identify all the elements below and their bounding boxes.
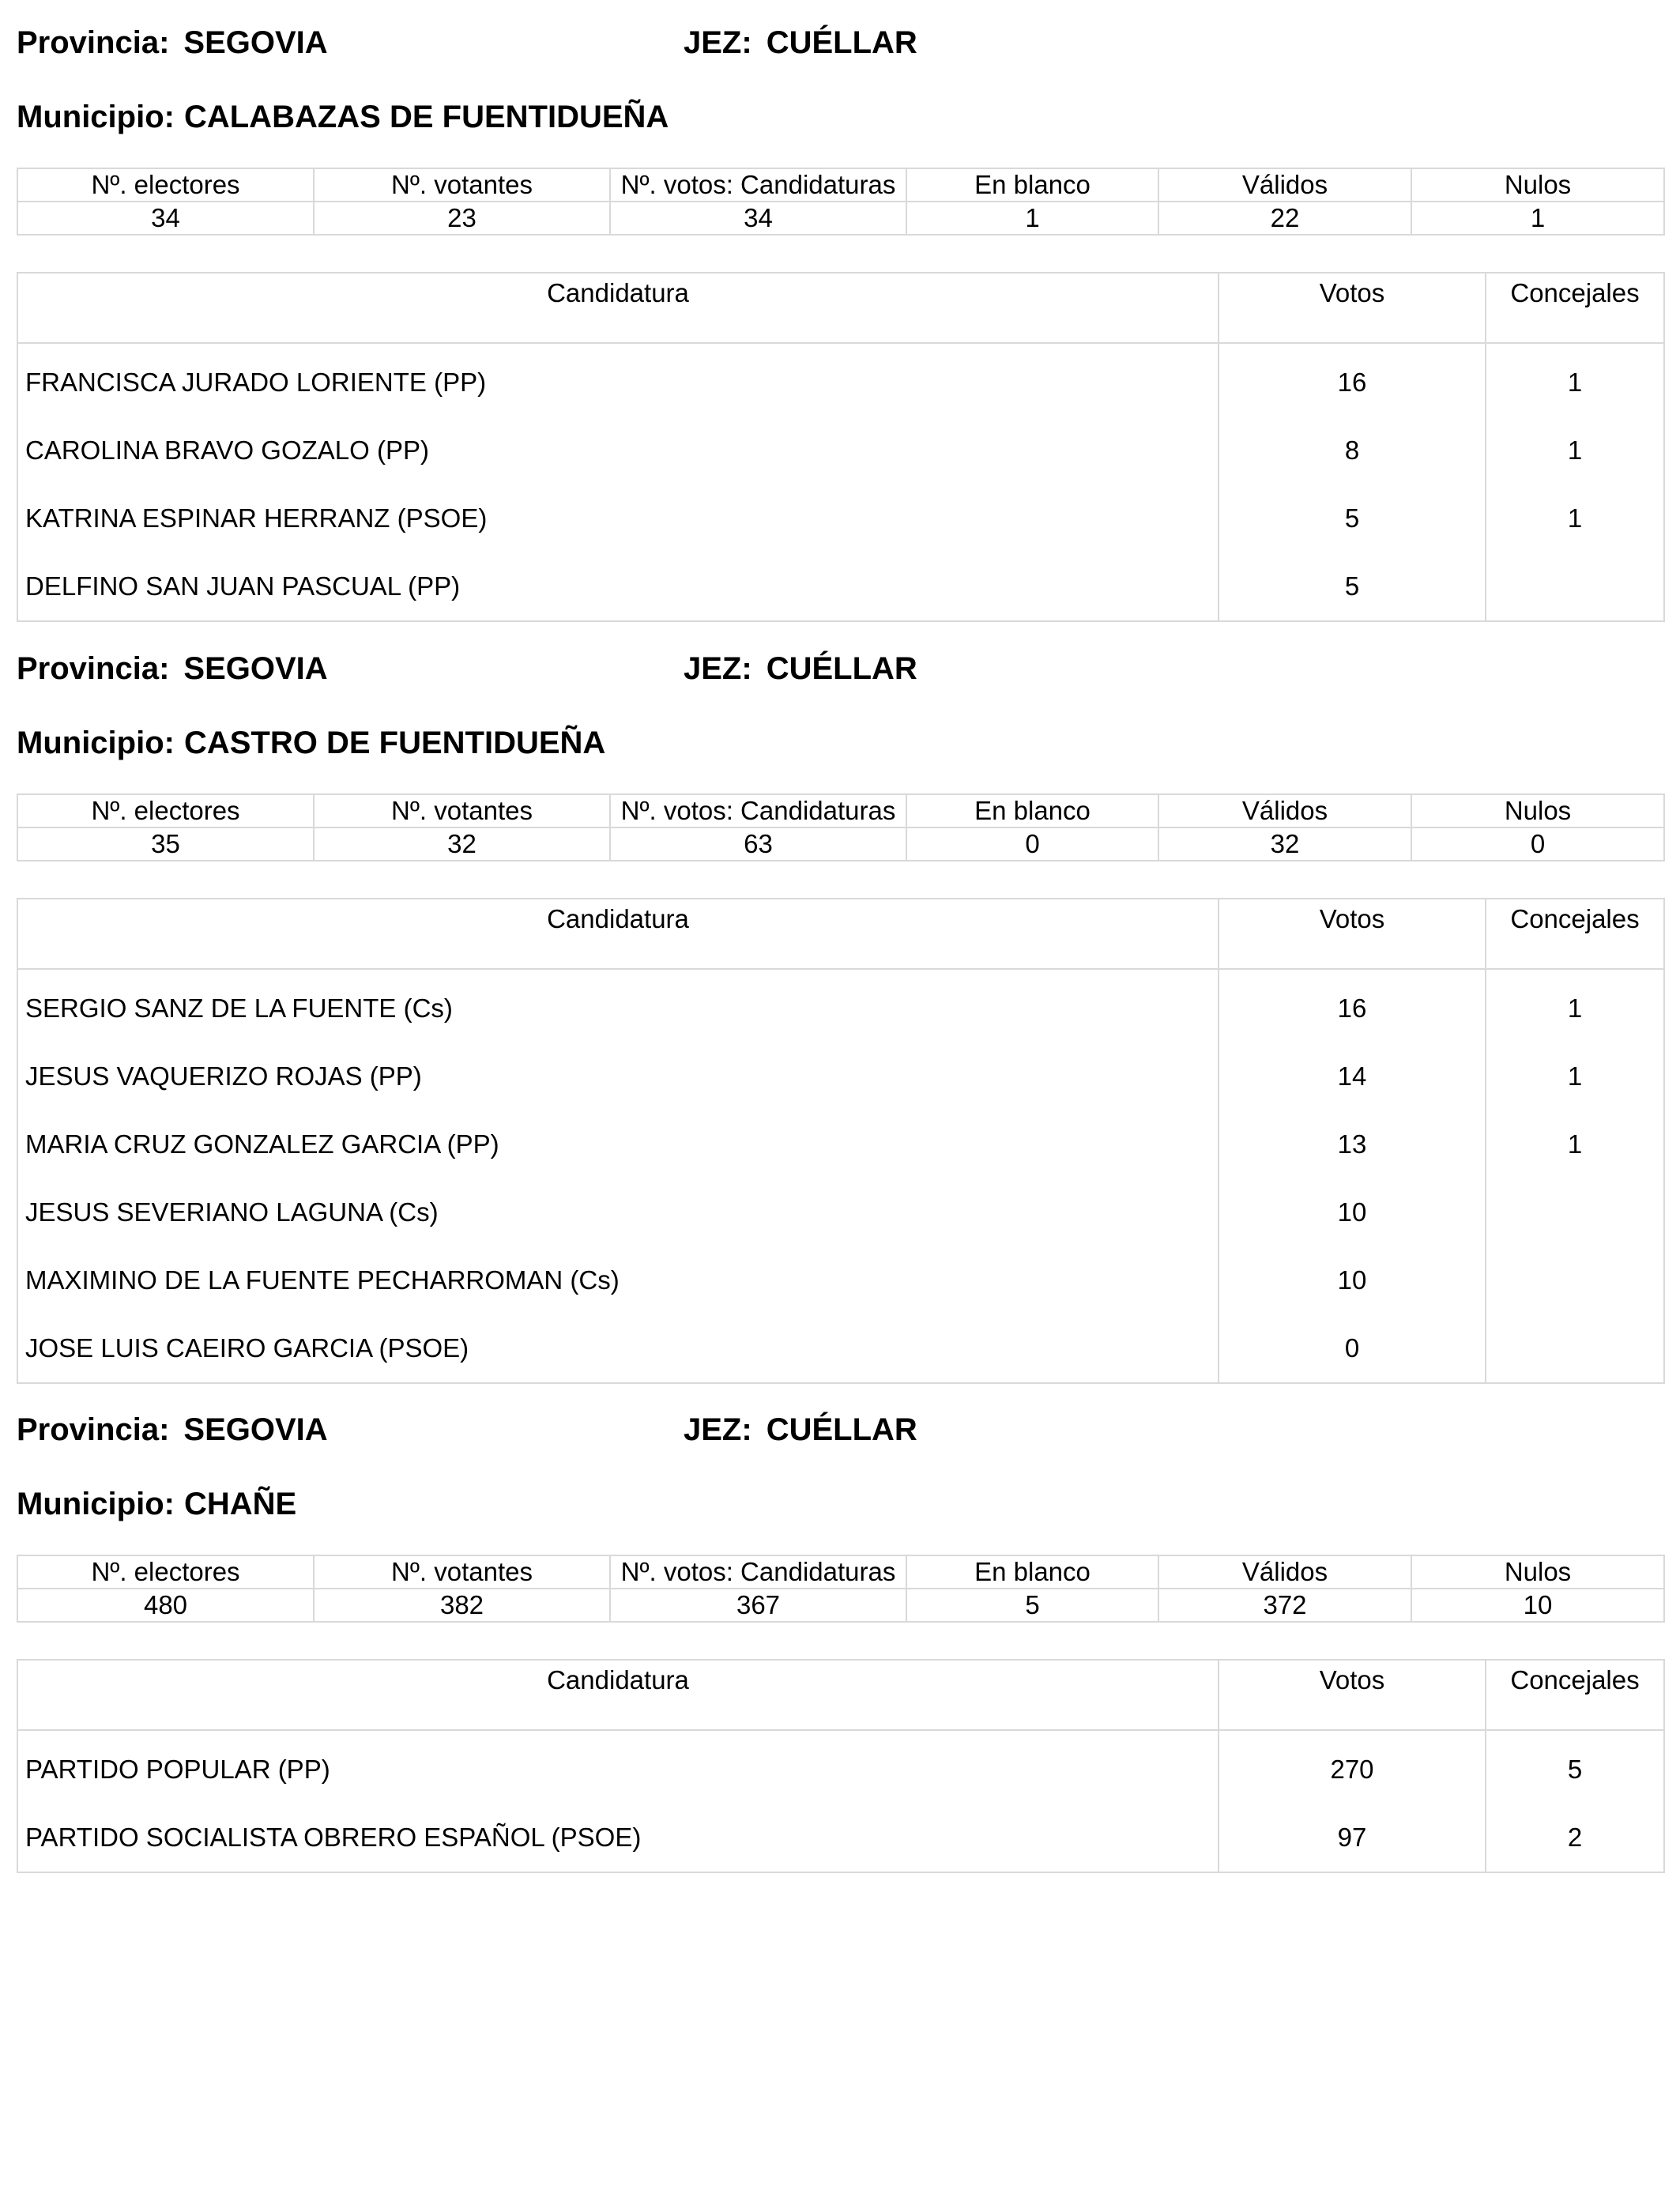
candidate-row	[17, 484, 1664, 552]
stats-table	[17, 1555, 1665, 1623]
jez-value: CUÉLLAR	[766, 25, 917, 60]
candidate-concejales: 1	[1567, 1129, 1583, 1159]
provincia-value: SEGOVIA	[183, 1412, 328, 1447]
stats-header: Nº. votantes	[314, 794, 610, 827]
provincia-value: SEGOVIA	[183, 25, 328, 60]
candidate-name: SERGIO SANZ DE LA FUENTE (Cs)	[17, 969, 1219, 1042]
stats-value: 22	[1158, 202, 1411, 235]
candidate-concejales: 1	[1567, 435, 1583, 465]
concejales-header: Concejales	[1486, 899, 1664, 969]
stats-header: Nulos	[1411, 168, 1664, 202]
stats-value: 34	[17, 202, 314, 235]
candidate-concejales: 1	[1567, 503, 1583, 533]
candidate-votos: 13	[1219, 1110, 1486, 1178]
stats-table	[17, 168, 1665, 236]
stats-value: 34	[610, 202, 906, 235]
candidate-name: MARIA CRUZ GONZALEZ GARCIA (PP)	[17, 1110, 1219, 1178]
candidate-concejales	[1486, 552, 1664, 621]
stats-value: 1	[1411, 202, 1664, 235]
candidate-votos: 270	[1219, 1730, 1486, 1804]
candidate-row	[17, 1314, 1664, 1383]
candidate-votos: 5	[1219, 552, 1486, 621]
stats-header: En blanco	[906, 1555, 1158, 1589]
stats-value: 1	[906, 202, 1158, 235]
section-header	[17, 25, 917, 73]
provincia: Provincia: SEGOVIA	[17, 1412, 328, 1447]
stats-header: Válidos	[1158, 794, 1411, 827]
jez: JEZ: CUÉLLAR	[684, 651, 917, 686]
candidate-name: JESUS SEVERIANO LAGUNA (Cs)	[17, 1178, 1219, 1246]
candidate-name: CAROLINA BRAVO GOZALO (PP)	[17, 417, 1219, 484]
stats-header: Nº. votos: Candidaturas	[610, 168, 906, 202]
stats-header: Nº. votos: Candidaturas	[610, 1555, 906, 1589]
stats-header: Válidos	[1158, 1555, 1411, 1589]
candidate-concejales	[1486, 1178, 1664, 1246]
votos-header: Votos	[1219, 273, 1486, 343]
stats-header-row	[17, 794, 1664, 827]
stats-value: 480	[17, 1589, 314, 1622]
stats-value: 32	[1158, 827, 1411, 861]
municipio-value: CHAÑE	[183, 1487, 297, 1521]
jez: JEZ: CUÉLLAR	[684, 25, 917, 60]
candidate-concejales: 1	[1567, 993, 1583, 1023]
candidate-concejales: 5	[1567, 1755, 1583, 1784]
candidate-votos: 97	[1219, 1804, 1486, 1872]
candidate-name: KATRINA ESPINAR HERRANZ (PSOE)	[17, 484, 1219, 552]
candidate-votos: 14	[1219, 1042, 1486, 1110]
candidate-row	[17, 1246, 1664, 1314]
candidate-votos: 0	[1219, 1314, 1486, 1383]
stats-value: 35	[17, 827, 314, 861]
candidate-name: PARTIDO SOCIALISTA OBRERO ESPAÑOL (PSOE)	[17, 1804, 1219, 1872]
candidate-row	[17, 552, 1664, 621]
stats-header: En blanco	[906, 168, 1158, 202]
candidate-name: JOSE LUIS CAEIRO GARCIA (PSOE)	[17, 1314, 1219, 1383]
candidate-votos: 5	[1219, 484, 1486, 552]
candidates-header-row	[17, 899, 1664, 969]
stats-value: 367	[610, 1589, 906, 1622]
candidate-concejales: 2	[1567, 1823, 1583, 1852]
candidate-name: FRANCISCA JURADO LORIENTE (PP)	[17, 343, 1219, 417]
votos-header: Votos	[1219, 899, 1486, 969]
candidatura-header: Candidatura	[17, 1660, 1219, 1730]
candidate-row	[17, 1042, 1664, 1110]
stats-header: Nulos	[1411, 794, 1664, 827]
stats-header: Nº. votantes	[314, 1555, 610, 1589]
section-header	[17, 1412, 917, 1460]
stats-header: En blanco	[906, 794, 1158, 827]
candidate-concejales: 1	[1567, 1061, 1583, 1091]
section-header	[17, 651, 917, 699]
candidates-header-row	[17, 1660, 1664, 1730]
stats-value: 0	[1411, 827, 1664, 861]
municipio: Municipio: CHAÑE	[17, 1487, 297, 1521]
stats-value: 63	[610, 827, 906, 861]
stats-table	[17, 794, 1665, 861]
candidate-votos: 10	[1219, 1246, 1486, 1314]
candidatura-header: Candidatura	[17, 273, 1219, 343]
candidate-concejales	[1486, 1314, 1664, 1383]
candidate-concejales: 1	[1567, 368, 1583, 397]
municipio: Municipio: CASTRO DE FUENTIDUEÑA	[17, 726, 606, 760]
stats-value-row	[17, 202, 1664, 235]
provincia-value: SEGOVIA	[183, 651, 328, 686]
candidates-table	[17, 272, 1665, 622]
candidatura-header: Candidatura	[17, 899, 1219, 969]
stats-value: 10	[1411, 1589, 1664, 1622]
stats-value: 23	[314, 202, 610, 235]
jez: JEZ: CUÉLLAR	[684, 1412, 917, 1447]
stats-header: Nº. electores	[17, 1555, 314, 1589]
stats-value-row	[17, 1589, 1664, 1622]
stats-header-row	[17, 1555, 1664, 1589]
municipio: Municipio: CALABAZAS DE FUENTIDUEÑA	[17, 100, 669, 134]
stats-header-row	[17, 168, 1664, 202]
stats-header: Válidos	[1158, 168, 1411, 202]
stats-value: 32	[314, 827, 610, 861]
stats-value-row	[17, 827, 1664, 861]
candidate-name: JESUS VAQUERIZO ROJAS (PP)	[17, 1042, 1219, 1110]
candidates-table	[17, 898, 1665, 1384]
candidate-row	[17, 417, 1664, 484]
candidate-row	[17, 969, 1664, 1042]
stats-value: 0	[906, 827, 1158, 861]
municipio-value: CASTRO DE FUENTIDUEÑA	[183, 726, 606, 760]
candidate-votos: 10	[1219, 1178, 1486, 1246]
municipio-value: CALABAZAS DE FUENTIDUEÑA	[183, 100, 669, 134]
candidates-header-row	[17, 273, 1664, 343]
candidate-votos: 8	[1219, 417, 1486, 484]
candidate-row	[17, 343, 1664, 417]
candidates-table	[17, 1659, 1665, 1873]
provincia: Provincia: SEGOVIA	[17, 651, 328, 686]
jez-value: CUÉLLAR	[766, 1412, 917, 1447]
candidate-votos: 16	[1219, 343, 1486, 417]
stats-value: 5	[906, 1589, 1158, 1622]
jez-value: CUÉLLAR	[766, 651, 917, 686]
candidate-concejales	[1486, 1246, 1664, 1314]
candidate-name: DELFINO SAN JUAN PASCUAL (PP)	[17, 552, 1219, 621]
stats-header: Nº. electores	[17, 794, 314, 827]
stats-header: Nulos	[1411, 1555, 1664, 1589]
candidate-row	[17, 1110, 1664, 1178]
candidate-row	[17, 1804, 1664, 1872]
concejales-header: Concejales	[1486, 1660, 1664, 1730]
candidate-votos: 16	[1219, 969, 1486, 1042]
provincia: Provincia: SEGOVIA	[17, 25, 328, 60]
votos-header: Votos	[1219, 1660, 1486, 1730]
candidate-row	[17, 1730, 1664, 1804]
candidate-name: MAXIMINO DE LA FUENTE PECHARROMAN (Cs)	[17, 1246, 1219, 1314]
stats-header: Nº. electores	[17, 168, 314, 202]
stats-value: 372	[1158, 1589, 1411, 1622]
stats-header: Nº. votantes	[314, 168, 610, 202]
concejales-header: Concejales	[1486, 273, 1664, 343]
candidate-name: PARTIDO POPULAR (PP)	[17, 1730, 1219, 1804]
stats-header: Nº. votos: Candidaturas	[610, 794, 906, 827]
candidate-row	[17, 1178, 1664, 1246]
stats-value: 382	[314, 1589, 610, 1622]
